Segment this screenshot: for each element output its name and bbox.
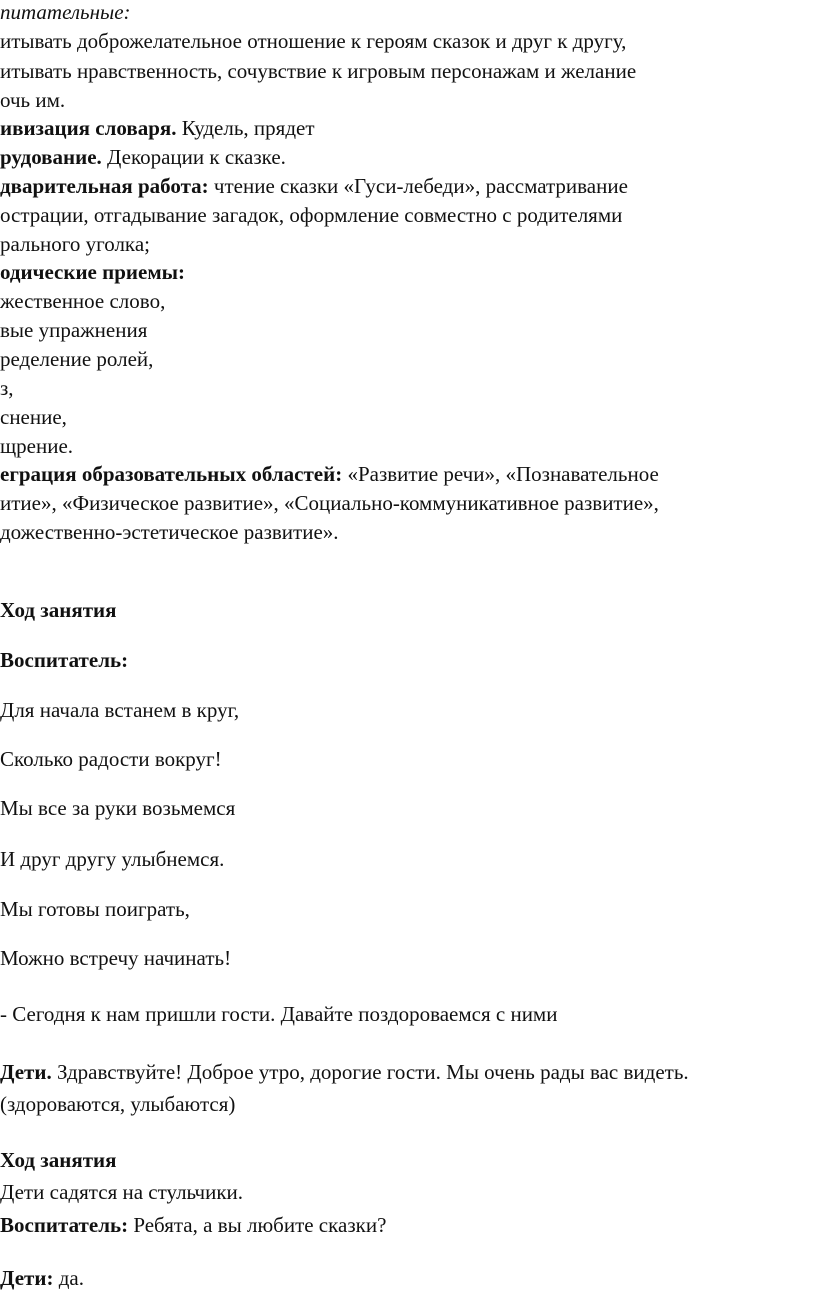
method-item: жественное слово, <box>0 289 166 313</box>
integration-text: «Развитие речи», «Познавательное <box>342 462 659 486</box>
integration-line: дожественно-эстетическое развитие». <box>0 520 339 544</box>
preparation-text: чтение сказки «Гуси-лебеди», рассматривание <box>208 174 628 198</box>
preparation-paragraph <box>0 172 628 200</box>
vocabulary-label: ивизация словаря. <box>0 116 177 140</box>
integration-paragraph <box>0 460 659 488</box>
method-item: щрение. <box>0 434 74 458</box>
goal-line: очь им. <box>0 88 66 112</box>
teacher-label: Воспитатель: <box>0 1213 129 1237</box>
vocabulary-paragraph <box>0 114 315 142</box>
teacher-question: Ребята, а вы любите сказки? <box>128 1213 387 1237</box>
integration-label: еграция образовательных областей: <box>0 462 343 486</box>
equipment-label: рудование. <box>0 145 102 169</box>
poem-line: Сколько радости вокруг! <box>0 747 222 771</box>
goal-line: итывать нравственность, сочувствие к игровым персонажам и желание <box>0 59 637 83</box>
sit-line: Дети садятся на стульчики. <box>0 1180 244 1204</box>
children-reply-text: Здравствуйте! Доброе утро, дорогие гости. Мы очень рады вас видеть. <box>51 1060 689 1084</box>
method-item: вые упражнения <box>0 318 148 342</box>
goals-heading: питательные: <box>0 0 131 24</box>
vocabulary-text: Кудель, прядет <box>176 116 315 140</box>
equipment-text: Декорации к сказке. <box>101 145 286 169</box>
poem-line: Мы все за руки возьмемся <box>0 796 236 820</box>
children-reply-paragraph <box>0 1058 689 1086</box>
teacher-label: Воспитатель: <box>0 648 129 672</box>
teacher-question-paragraph <box>0 1211 386 1239</box>
method-item: з, <box>0 376 14 400</box>
method-item: ределение ролей, <box>0 347 154 371</box>
integration-line: итие», «Физическое развитие», «Социально-коммуникативное развитие», <box>0 491 659 515</box>
children-label: Дети. <box>0 1060 52 1084</box>
preparation-line: рального уголка; <box>0 232 150 256</box>
guests-line: - Сегодня к нам пришли гости. Давайте поздороваемся с ними <box>0 1002 558 1026</box>
poem-line: Мы готовы поиграть, <box>0 897 190 921</box>
equipment-paragraph <box>0 143 286 171</box>
children-answer: да. <box>53 1266 84 1290</box>
method-item: снение, <box>0 405 67 429</box>
poem-line: И друг другу улыбнемся. <box>0 847 225 871</box>
lesson-heading: Ход занятия <box>0 598 117 622</box>
methods-heading: одические приемы: <box>0 260 186 284</box>
children-note: (здороваются, улыбаются) <box>0 1092 236 1116</box>
lesson-heading: Ход занятия <box>0 1148 117 1172</box>
poem-line: Для начала встанем в круг, <box>0 698 240 722</box>
goal-line: итывать доброжелательное отношение к героям сказок и друг к другу, <box>0 29 627 53</box>
preparation-label: дварительная работа: <box>0 174 209 198</box>
preparation-line: острации, отгадывание загадок, оформление совместно с родителями <box>0 203 623 227</box>
children-answer-paragraph <box>0 1264 84 1292</box>
poem-line: Можно встречу начинать! <box>0 946 232 970</box>
children-label: Дети: <box>0 1266 54 1290</box>
